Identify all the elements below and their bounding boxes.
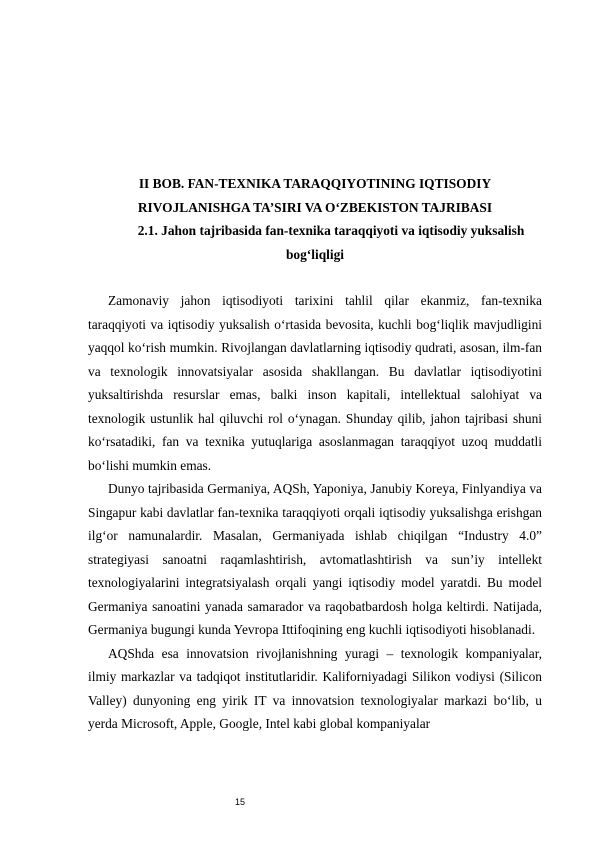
- paragraph: AQShda esa innovatsion rivojlanishning yuragi – texnologik kompaniyalar, ilmiy markazlar va tadqiqot institutlaridir. Kaliforniyadagi Silikon vodiysi (Silicon Valley) dunyoning eng yirik IT va innovatsion texnologiyalar markazi bo‘lib, u yerda Microsoft, Apple, Google, Intel kabi global kompaniyalar: [88, 645, 542, 731]
- page-number: 15: [234, 797, 245, 807]
- body-text: [88, 289, 542, 736]
- chapter-title-line-2: RIVOJLANISHGA TA’SIRI VA O‘ZBEKISTON TAJRIBASI: [137, 199, 493, 215]
- section-title: 2.1. Jahon tajribasida fan-texnika taraqqiyoti va iqtisodiy yuksalish bog‘liqligi: [137, 223, 525, 262]
- chapter-title-line-1: II BOB. FAN-TEXNIKA TARAQQIYOTINING IQTISODIY: [138, 176, 492, 191]
- paragraph: Dunyo tajribasida Germaniya, AQSh, Yaponiya, Janubiy Koreya, Finlyandiya va Singapur kabi davlatlar fan-texnika taraqqiyoti orqali iqtisodiy yuksalishga erishgan ilg‘or namunalardir. Masalan, Germaniyada ishlab chiqilgan “Industry 4.0” strategiyasi sanoatni raqamlashtirish, avtomatlashtirish va sun’iy intellekt texnologiyalarini integratsiyalash orqali yangi iqtisodiy model yaratdi. Bu model Germaniya sanoatini yanada samarador va raqobatbardosh holga keltirdi. Natijada, Germaniya bugungi kunda Yevropa Ittifoqining eng kuchli iqtisodiyoti hisoblanadi.: [88, 481, 542, 637]
- chapter-title: [88, 172, 542, 219]
- heading-block: [88, 172, 542, 266]
- paragraph: Zamonaviy jahon iqtisodiyoti tarixini tahlil qilar ekanmiz, fan-texnika taraqqiyoti va iqtisodiy yuksalish o‘rtasida bevosita, kuchli bog‘liqlik mavjudligini yaqqol ko‘rish mumkin. Rivojlangan davlatlarning iqtisodiy qudrati, asosan, ilm-fan va texnologik innovatsiyalar asosida shakllangan. Bu davlatlar iqtisodiyotini yuksaltirishda resurslar emas, balki inson kapitali, intellektual salohiyat va texnologik ustunlik hal qiluvchi rol o‘ynagan. Shunday qilib, jahon tajribasi shuni ko‘rsatadiki, fan va texnika yutuqlariga asoslanmagan taraqqiyot uzoq muddatli bo‘lishi mumkin emas.: [88, 293, 542, 473]
